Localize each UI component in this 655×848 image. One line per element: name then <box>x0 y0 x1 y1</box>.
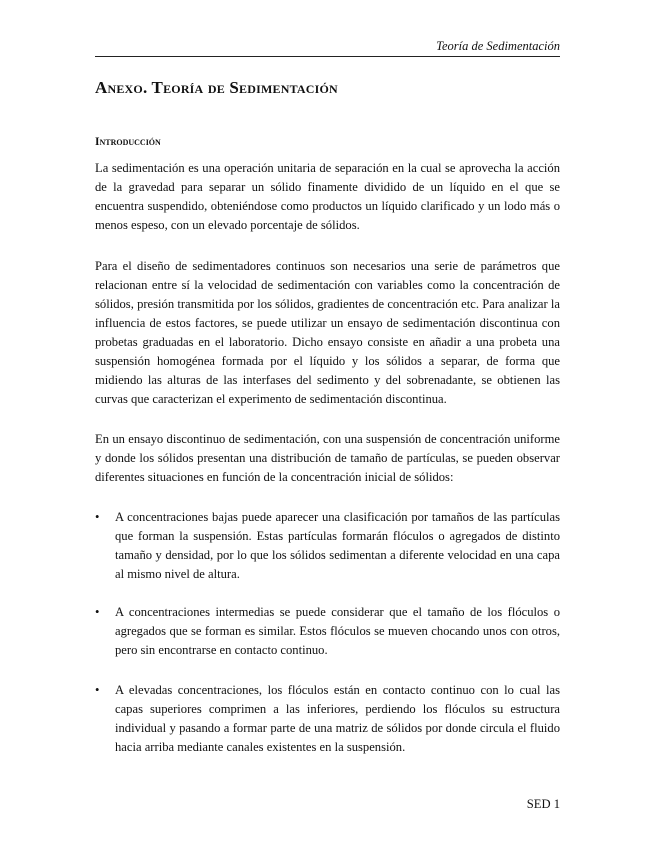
page-title: Anexo. Teoría de Sedimentación <box>95 78 338 97</box>
bullet-icon: • <box>95 683 100 697</box>
page-number: SED 1 <box>526 797 560 811</box>
header-rule <box>95 56 560 57</box>
bullet-icon: • <box>95 605 100 619</box>
bullet-text: A elevadas concentraciones, los flóculos están en contacto continuo con lo cual las capas superiores comprimen a las inferiores, perdiendo los flóculos su estructura individual y pasando a formar parte de una matriz de sólidos por donde circula el fluido hacia arriba mediante canales existentes en la suspensión. <box>115 683 560 754</box>
bullet-text: A concentraciones bajas puede aparecer una clasificación por tamaños de las partículas que forman la suspensión. Estas partículas formarán flóculos o agregados de distinto tamaño y densidad, por lo que los sólidos sedimentan a diferente velocidad en una capa al mismo nivel de altura. <box>115 510 560 581</box>
section-heading: Introducción <box>95 136 161 148</box>
paragraph-1: La sedimentación es una operación unitaria de separación en la cual se aprovecha la acción de la gravedad para separar un sólido finamente dividido de un líquido en el que se encuentra suspendido, obteniéndose como productos un líquido clarificado y un lodo más o menos espeso, con un elevado porcentaje de sólidos. <box>95 161 560 232</box>
bullet-text: A concentraciones intermedias se puede considerar que el tamaño de los flóculos o agregados que se forman es similar. Estos flóculos se mueven chocando unos con otros, pero sin encontrarse en contacto continuo. <box>115 605 560 657</box>
paragraph-3: En un ensayo discontinuo de sedimentación, con una suspensión de concentración uniforme y donde los sólidos presentan una distribución de tamaño de partículas, se pueden observar diferentes situaciones en función de la concentración inicial de sólidos: <box>95 432 560 484</box>
bullet-icon: • <box>95 510 100 524</box>
running-header: Teoría de Sedimentación <box>436 39 560 53</box>
paragraph-2: Para el diseño de sedimentadores continuos son necesarios una serie de parámetros que relacionan entre sí la velocidad de sedimentación con variables como la concentración de sólidos, presión transmitida por los sólidos, gradientes de concentración etc. Para analizar la influencia de estos factores, se puede utilizar un ensayo de sedimentación discontinua con probetas graduadas en el laboratorio. Dicho ensayo consiste en añadir a una probeta una suspensión homogénea formada por el líquido y los sólidos a separar, de forma que midiendo las alturas de las interfases del sedimento y del sobrenadante, se obtienen las curvas que caracterizan el experimento de sedimentación discontinua. <box>95 259 560 406</box>
